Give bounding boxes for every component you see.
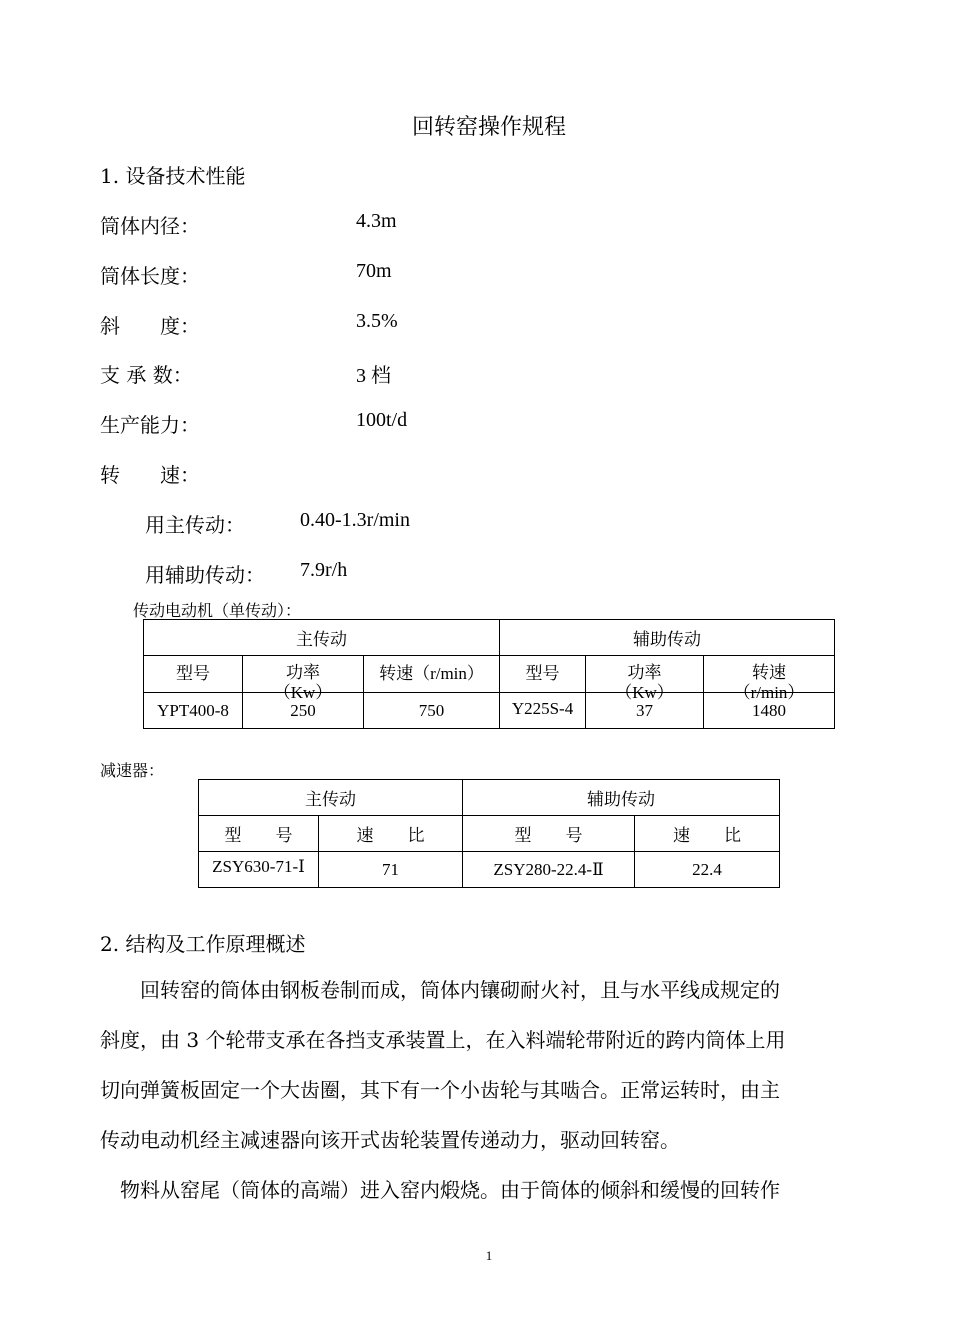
reducer-header-model-main: 型 号: [199, 816, 319, 852]
motor-header-cell: [586, 656, 704, 702]
table-row: [199, 816, 780, 852]
page-number: 1: [485, 1248, 493, 1263]
table-row: [144, 656, 835, 693]
motor-header-model-aux: 型号: [525, 664, 560, 683]
motor-header-cell: [500, 656, 586, 693]
reducer-cell-model-aux: ZSY280-22.4-Ⅱ: [463, 852, 635, 888]
reducer-header-model-aux: 型 号: [463, 816, 635, 852]
speed-value-aux: 7.9r/h: [300, 559, 348, 581]
section2-paragraph-2: [100, 1165, 880, 1215]
reducer-header-ratio-aux: 速 比: [635, 816, 780, 852]
motor-header-power-main: 功率（Kw）: [273, 663, 333, 702]
spec-value-capacity: 100t/d: [356, 409, 408, 431]
motor-header-cell: [704, 656, 835, 702]
spec-label-slope: 斜 度：: [100, 314, 200, 338]
spec-value-supports: 3 档: [356, 365, 391, 387]
spec-label-length: 筒体长度：: [100, 264, 200, 288]
motor-header-model-main: 型号: [176, 664, 210, 683]
speed-label-main: 用主传动：: [145, 513, 245, 537]
spec-label-supports: 支 承 数：: [100, 363, 193, 387]
reducer-table: [198, 779, 780, 888]
section2-heading: 2. 结构及工作原理概述: [100, 932, 306, 956]
motor-header-rpm-main: 转速（r/min）: [379, 664, 484, 683]
motor-group-main: 主传动: [144, 620, 500, 656]
motor-cell-rpm-aux: 1480: [704, 693, 835, 729]
table-row: [144, 693, 835, 729]
motor-cell-model-aux: Y225S-4: [511, 698, 574, 718]
motor-cell-rpm-main: 750: [364, 693, 500, 729]
reducer-group-aux: 辅助传动: [463, 780, 780, 816]
paragraph-line: 斜度，由 3 个轮带支承在各挡支承装置上，在入料端轮带附近的跨内筒体上用: [100, 1028, 786, 1052]
table-row: [199, 780, 780, 816]
motor-header-cell: [243, 656, 364, 702]
spec-label-speed: 转 速：: [100, 463, 200, 487]
table-row: [199, 852, 780, 888]
motor-cell-power-main: 250: [243, 693, 364, 729]
speed-label-aux: 用辅助传动：: [145, 563, 265, 587]
paragraph-line: 切向弹簧板固定一个大齿圈，其下有一个小齿轮与其啮合。正常运转时，由主: [100, 1078, 780, 1102]
paragraph-line: 回转窑的筒体由钢板卷制而成，筒体内镶砌耐火衬，且与水平线成规定的: [100, 978, 780, 1002]
motor-header-power-aux: 功率（Kw）: [615, 663, 674, 702]
reducer-cell-ratio-main: 71: [319, 852, 463, 888]
motor-table: [143, 619, 835, 729]
motor-cell-power-aux: 37: [586, 693, 704, 729]
spec-label-inner-diameter: 筒体内径：: [100, 214, 200, 238]
spec-value-slope: 3.5%: [356, 310, 398, 332]
reducer-cell-model-main: ZSY630-71-Ⅰ: [212, 856, 305, 876]
motor-header-cell: [144, 656, 243, 693]
spec-value-length: 70m: [356, 260, 392, 282]
motor-group-aux: 辅助传动: [500, 620, 835, 656]
reducer-table-caption: 减速器：: [100, 761, 165, 780]
motor-cell: [500, 693, 586, 729]
motor-header-cell: [364, 656, 500, 693]
reducer-header-ratio-main: 速 比: [319, 816, 463, 852]
paragraph-line: 传动电动机经主减速器向该开式齿轮装置传递动力，驱动回转窑。: [100, 1128, 680, 1152]
speed-value-main: 0.40-1.3r/min: [300, 509, 410, 531]
table-row: [144, 620, 835, 656]
spec-label-capacity: 生产能力：: [100, 413, 200, 437]
paragraph-line: 物料从窑尾（筒体的高端）进入窑内煅烧。由于筒体的倾斜和缓慢的回转作: [100, 1178, 780, 1202]
spec-value-inner-diameter: 4.3m: [356, 210, 397, 232]
document-title: 回转窑操作规程: [411, 115, 566, 140]
motor-table-caption: 传动电动机（单传动）：: [133, 601, 302, 620]
reducer-group-main: 主传动: [199, 780, 463, 816]
motor-cell-model-main: YPT400-8: [144, 693, 243, 729]
section1-heading: 1. 设备技术性能: [100, 164, 246, 188]
section2-paragraph-1: [100, 965, 880, 1165]
reducer-cell-ratio-aux: 22.4: [635, 852, 780, 888]
motor-header-rpm-aux: 转速（r/min）: [733, 663, 805, 702]
reducer-cell: [199, 852, 319, 888]
